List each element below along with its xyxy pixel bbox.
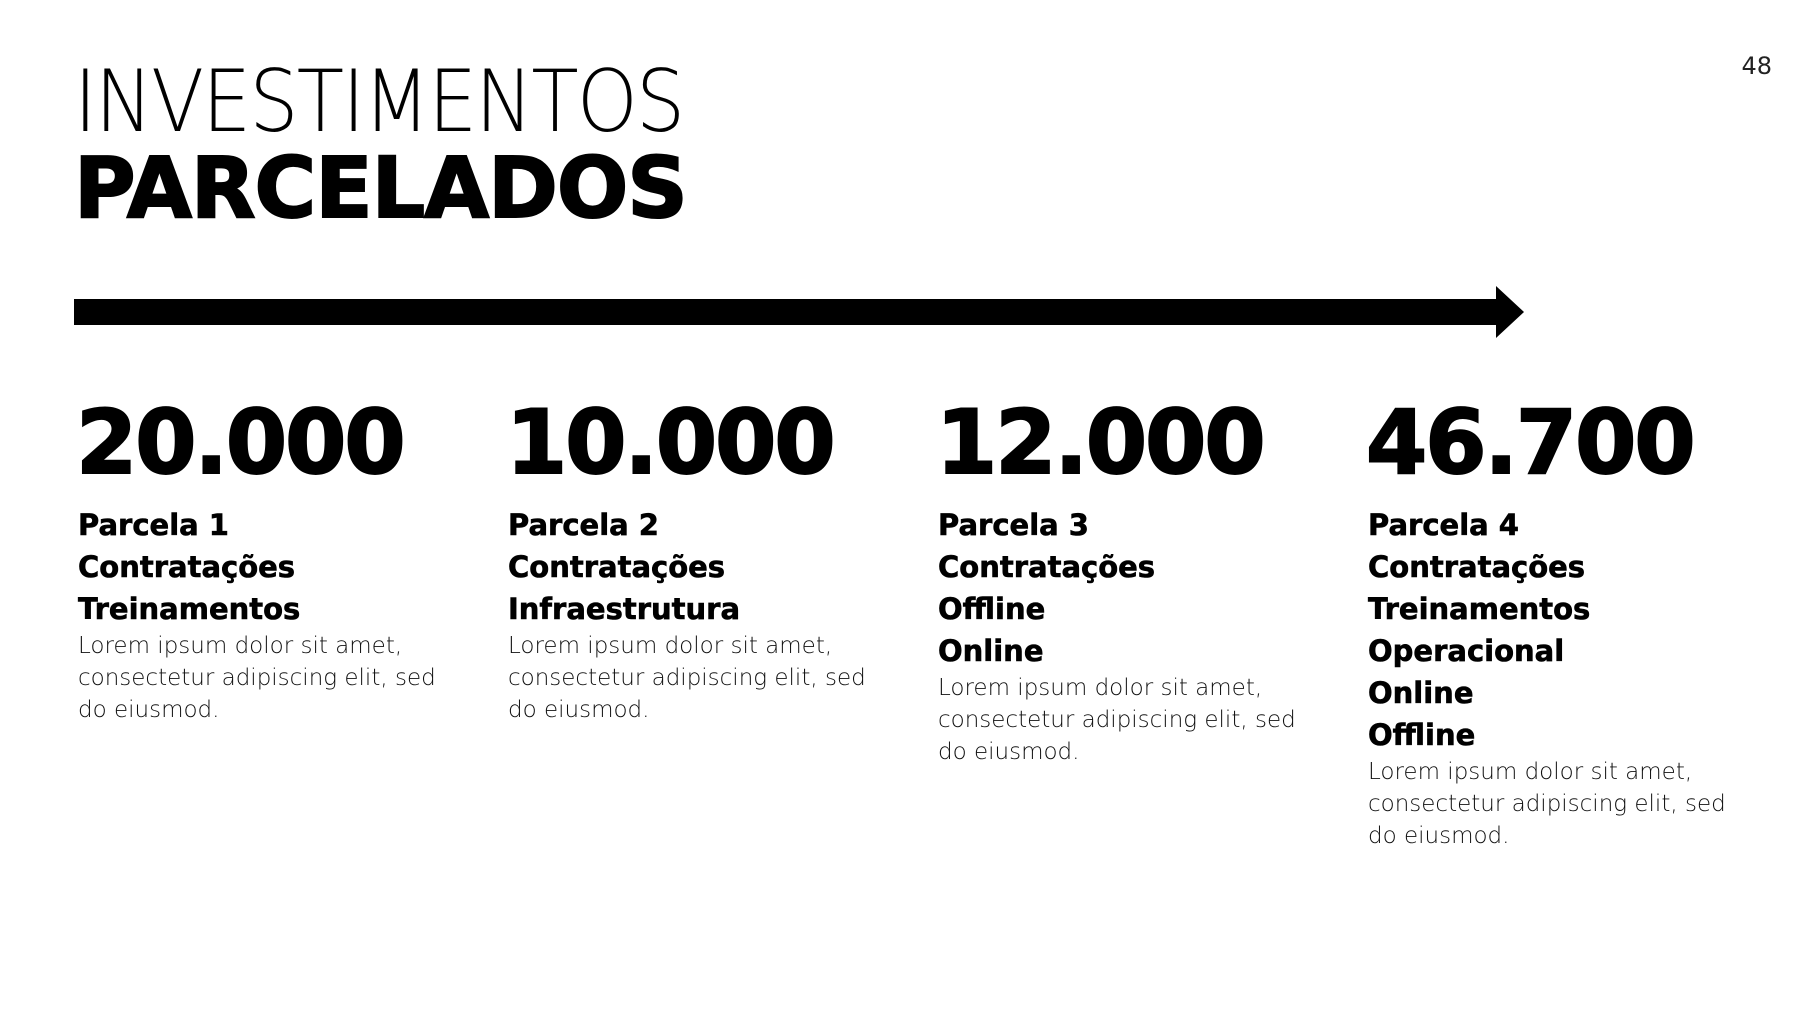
installment-column-1 [78, 392, 508, 852]
installment-item: Contratações [1368, 550, 1586, 584]
installments-row [78, 392, 1778, 852]
installment-column-3 [938, 392, 1368, 852]
installment-label: Parcela 2 [508, 508, 659, 542]
installment-description: Lorem ipsum dolor sit amet, consectetur adipiscing elit, sed do eiusmod. [938, 675, 1296, 765]
installment-value: 12.000 [936, 391, 1264, 494]
title-line-light: INVESTIMENTOS [74, 52, 684, 152]
installment-value: 10.000 [506, 391, 834, 494]
timeline-arrow-shaft [74, 299, 1498, 325]
installment-item: Treinamentos [78, 592, 301, 626]
installment-label: Parcela 4 [1368, 508, 1519, 542]
installment-description: Lorem ipsum dolor sit amet, consectetur adipiscing elit, sed do eiusmod. [508, 633, 866, 723]
installment-item: Offline [1368, 718, 1476, 752]
installment-item: Online [1368, 676, 1474, 710]
installment-label: Parcela 3 [938, 508, 1089, 542]
installment-label: Parcela 1 [78, 508, 229, 542]
timeline-arrow-icon [74, 286, 1524, 338]
page-title [74, 52, 751, 237]
installment-item: Offline [938, 592, 1046, 626]
installment-item: Contratações [938, 550, 1156, 584]
installment-item: Infraestrutura [508, 592, 741, 626]
installment-description: Lorem ipsum dolor sit amet, consectetur adipiscing elit, sed do eiusmod. [78, 633, 436, 723]
installment-item: Online [938, 634, 1044, 668]
installment-column-4 [1368, 392, 1798, 852]
installment-value: 20.000 [76, 391, 404, 494]
installment-item: Operacional [1368, 634, 1565, 668]
installment-column-2 [508, 392, 938, 852]
title-line-bold: PARCELADOS [74, 139, 687, 237]
page-number: 48 [1741, 52, 1772, 80]
timeline-arrow-head [1496, 286, 1524, 338]
installment-item: Contratações [78, 550, 296, 584]
installment-description: Lorem ipsum dolor sit amet, consectetur adipiscing elit, sed do eiusmod. [1368, 759, 1726, 849]
installment-item: Contratações [508, 550, 726, 584]
installment-item: Treinamentos [1368, 592, 1591, 626]
installment-value: 46.700 [1366, 391, 1694, 494]
